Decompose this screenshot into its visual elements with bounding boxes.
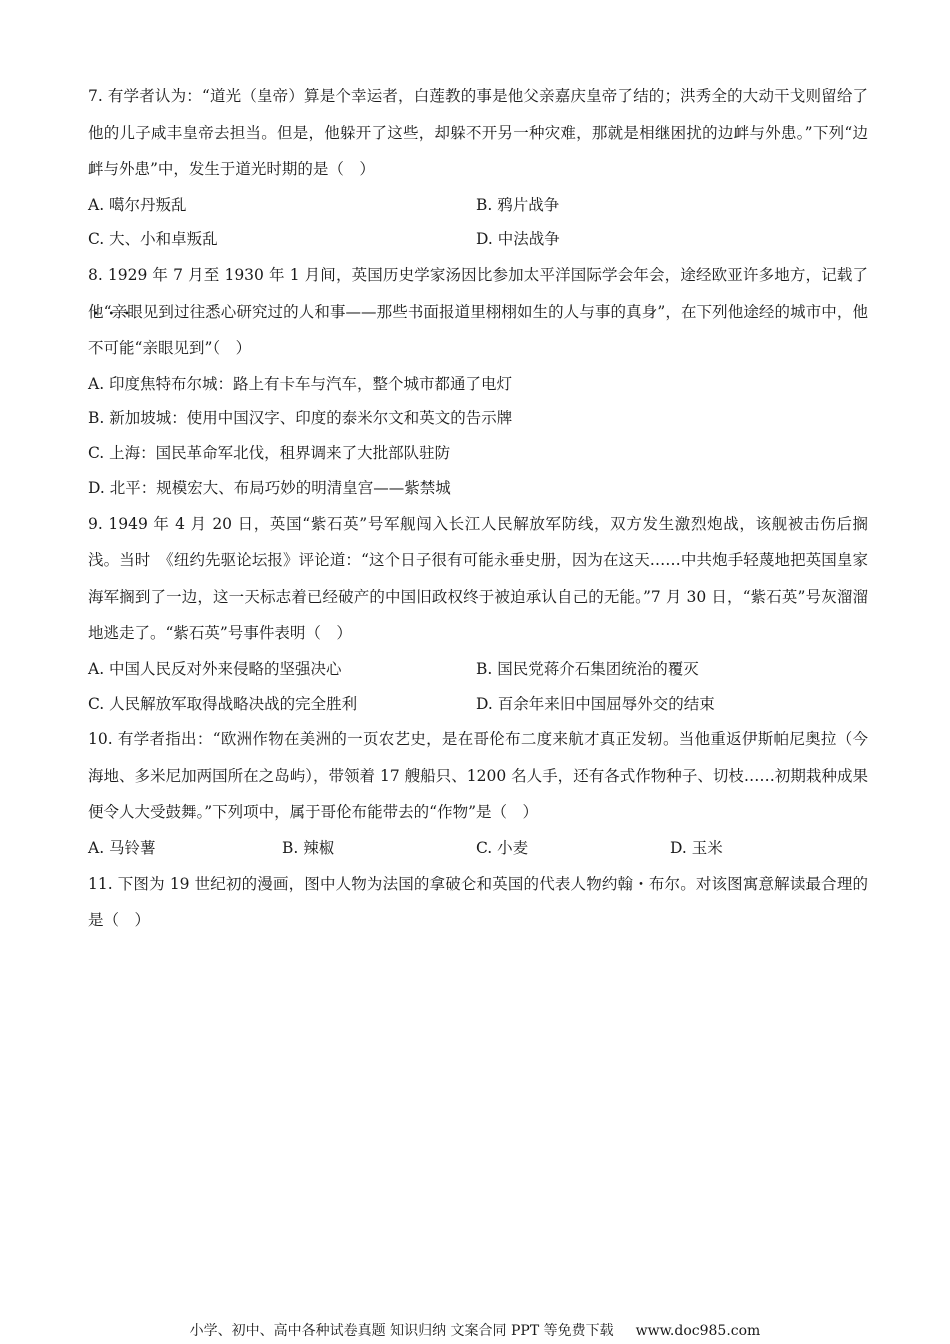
emphasis-char-2: 可 — [103, 339, 120, 358]
question-9-option-a: A. 中国人民反对外来侵略的坚强决心 — [88, 659, 342, 678]
question-10-option-a: A. 马铃薯 — [88, 838, 156, 857]
question-11 — [88, 866, 868, 939]
questions-content — [88, 78, 868, 939]
question-10-option-b: B. 辣椒 — [282, 838, 335, 857]
question-9-stem: 9. 1949 年 4 月 20 日，英国“紫石英”号军舰闯入长江人民解放军防线，双方发生激烈炮战，该舰被击伤后搁浅。当时 《纽约先驱论坛报》评论道：“这个日子很有可能永垂史册，因为在这天……中共炮手轻蔑地把英国皇家海军搁到了一边，这一天标志着已经破产的中国旧政权终于被迫承认自己的无能。”7 月 30 日，“紫石英”号灰溜溜地逃走了。“紫石英”号事件表明（ ） — [88, 514, 868, 643]
question-9-option-b: B. 国民党蒋介石集团统治的覆灭 — [476, 659, 699, 678]
question-7-options — [88, 188, 868, 258]
question-10-option-d: D. 玉米 — [670, 838, 723, 857]
question-8-option-a: A. 印度焦特布尔城：路上有卡车与汽车，整个城市都通了电灯 — [88, 374, 513, 393]
question-10 — [88, 721, 868, 865]
question-7-option-d: D. 中法战争 — [476, 230, 560, 249]
question-8-option-c: C. 上海：国民革命军北伐，租界调来了大批部队驻防 — [88, 444, 451, 463]
question-7-stem: 7. 有学者认为：“道光（皇帝）算是个幸运者，白莲教的事是他父亲嘉庆皇帝了结的；洪秀全的大动干戈则留给了他的儿子咸丰皇帝去担当。但是，他躲开了这些，却躲不开另一种灾难，那就是相继困扰的边衅与外患。”下列“边衅与外患”中，发生于道光时期的是（ ） — [88, 87, 868, 178]
question-10-options — [88, 831, 868, 866]
question-8 — [88, 257, 868, 506]
emphasis-char-1: 不 — [88, 339, 104, 358]
question-11-stem: 11. 下图为 19 世纪初的漫画，图中人物为法国的拿破仑和英国的代表人物约翰・布尔。对该图寓意解读最合理的是（ ） — [88, 874, 868, 930]
question-9 — [88, 506, 868, 722]
emphasis-char-3: 能 — [119, 339, 135, 358]
question-8-options — [88, 367, 868, 506]
footer-url[interactable]: www.doc985.com — [635, 1323, 761, 1339]
question-9-options — [88, 652, 868, 722]
page-footer — [0, 1322, 950, 1340]
question-7-option-b: B. 鸦片战争 — [476, 195, 560, 214]
question-8-option-b: B. 新加坡城：使用中国汉字、印度的泰米尔文和英文的告示牌 — [88, 409, 513, 428]
question-7-option-c: C. 大、小和卓叛乱 — [88, 230, 218, 249]
question-7-option-a: A. 噶尔丹叛乱 — [88, 195, 187, 214]
question-9-option-d: D. 百余年来旧中国屈辱外交的结束 — [476, 694, 715, 713]
question-8-option-d: D. 北平：规模宏大、布局巧妙的明清皇宫——紫禁城 — [88, 478, 451, 497]
question-8-stem-end: “亲眼见到”（ ） — [134, 339, 252, 358]
question-10-stem: 10. 有学者指出：“欧洲作物在美洲的一页农艺史，是在哥伦布二度来航才真正发轫。当他重返伊斯帕尼奥拉（今海地、多米尼加两国所在之岛屿），带领着 17 艘船只、1200 名人手，还有各式作物种子、切枝……初期栽种成果便令人大受鼓舞。”下列项中，属于哥伦布能带去的“作物”是（ ） — [88, 730, 868, 822]
question-8-stem-start: 8. 1929 年 7 月至 1930 年 1 月间，英国历史学家汤因比参加太平洋国际学会年会，途经欧亚许多地方，记载了他“亲眼见到过往悉心研究过的人和事——那些书面报道里栩栩如生的人与事的真身”，在下列他途经的城市中，他 — [88, 266, 868, 321]
question-9-option-c: C. 人民解放军取得战略决战的完全胜利 — [88, 694, 358, 713]
footer-text: 小学、初中、高中各种试卷真题 知识归纳 文案合同 PPT 等免费下载 — [189, 1323, 614, 1339]
question-7 — [88, 78, 868, 257]
question-10-option-c: C. 小麦 — [476, 838, 529, 857]
question-8-stem — [88, 257, 868, 367]
